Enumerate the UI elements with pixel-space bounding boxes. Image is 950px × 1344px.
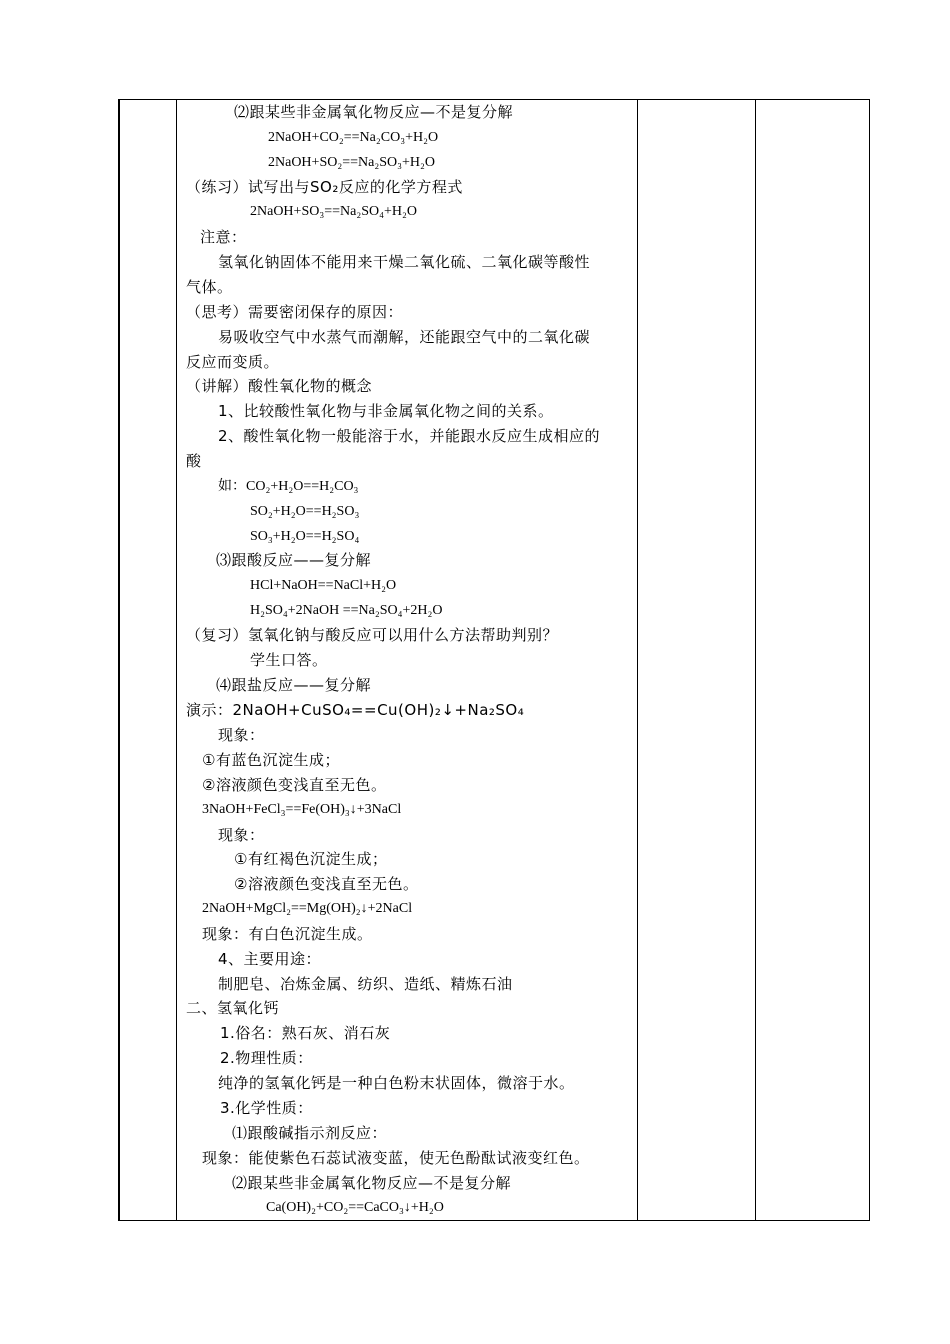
- text-line: 氢氧化钠固体不能用来干燥二氧化硫、二氧化碳等酸性: [218, 253, 591, 271]
- text-line: （复习）氢氧化钠与酸反应可以用什么方法帮助判别？: [186, 626, 559, 644]
- equation-line: 2NaOH+CO₂==Na₂CO₃+H₂O: [268, 130, 439, 145]
- content-cell: [176, 99, 636, 1221]
- equation-line: 3NaOH+FeCl₃==Fe(OH)₃↓+3NaCl: [202, 802, 402, 817]
- equation-line: 2NaOH+SO₃==Na₂SO₄+H₂O: [250, 204, 417, 219]
- text-line: 3.化学性质：: [220, 1099, 313, 1117]
- text-line: 纯净的氢氧化钙是一种白色粉末状固体，微溶于水。: [218, 1074, 575, 1092]
- text-line: 1.俗名：熟石灰、消石灰: [220, 1024, 391, 1042]
- equation-line: Ca(OH)₂+CO₂==CaCO₃↓+H₂O: [266, 1200, 444, 1215]
- equation-line: 2NaOH+MgCl₂==Mg(OH)₂↓+2NaCl: [202, 901, 413, 916]
- text-line: 学生口答。: [250, 651, 328, 669]
- text-line: 注意：: [200, 228, 247, 246]
- equation-line: SO₂+H₂O==H₂SO₃: [250, 504, 360, 519]
- text-line: 酸: [186, 452, 202, 470]
- text-line: ⑷跟盐反应——复分解: [216, 676, 372, 694]
- text-line: 现象：: [218, 726, 265, 744]
- text-line: （讲解）酸性氧化物的概念: [186, 377, 373, 395]
- text-line: 反应而变质。: [186, 353, 280, 371]
- text-line: ⑶跟酸反应——复分解: [216, 551, 372, 569]
- text-line: （练习）试写出与SO₂反应的化学方程式: [186, 178, 463, 196]
- text-line: 2、酸性氧化物一般能溶于水，并能跟水反应生成相应的: [218, 427, 601, 445]
- text-line: ①有蓝色沉淀生成；: [202, 751, 340, 769]
- text-line: 现象：有白色沉淀生成。: [202, 925, 373, 943]
- text-line: （思考）需要密闭保存的原因：: [186, 303, 404, 321]
- equation-line: HCl+NaOH==NaCl+H₂O: [250, 578, 397, 593]
- text-line: ⑴跟酸碱指示剂反应：: [232, 1124, 388, 1142]
- text-line: 易吸收空气中水蒸气而潮解，还能跟空气中的二氧化碳: [218, 328, 591, 346]
- text-line: 1、比较酸性氧化物与非金属氧化物之间的关系。: [218, 402, 554, 420]
- equation-line: SO₃+H₂O==H₂SO₄: [250, 529, 360, 544]
- text-line: 2.物理性质：: [220, 1049, 313, 1067]
- text-line: 4、主要用途：: [218, 950, 322, 968]
- text-line: 现象：能使紫色石蕊试液变蓝，使无色酚酞试液变红色。: [202, 1149, 590, 1167]
- section-heading: 二、氢氧化钙: [186, 999, 280, 1017]
- equation-line: H₂SO₄+2NaOH ==Na₂SO₄+2H₂O: [250, 603, 443, 618]
- text-line: 现象：: [218, 826, 265, 844]
- equation-line: 2NaOH+SO₂==Na₂SO₃+H₂O: [268, 155, 435, 170]
- text-line: ②溶液颜色变浅直至无色。: [202, 776, 387, 794]
- text-line: 制肥皂、冶炼金属、纺织、造纸、精炼石油: [218, 975, 513, 993]
- text-line: 演示：2NaOH+CuSO₄==Cu(OH)₂↓+Na₂SO₄: [186, 701, 525, 719]
- text-line: ⑵跟某些非金属氧化物反应—不是复分解: [232, 1174, 512, 1192]
- text-line: 气体。: [186, 278, 233, 296]
- column-divider: [755, 100, 756, 1220]
- text-line: ①有红褐色沉淀生成；: [234, 850, 388, 868]
- text-line: ⑵跟某些非金属氧化物反应—不是复分解: [234, 103, 514, 121]
- equation-line: 如：CO₂+H₂O==H₂CO₃: [218, 479, 359, 494]
- text-line: ②溶液颜色变浅直至无色。: [234, 875, 419, 893]
- column-divider: [637, 100, 638, 1220]
